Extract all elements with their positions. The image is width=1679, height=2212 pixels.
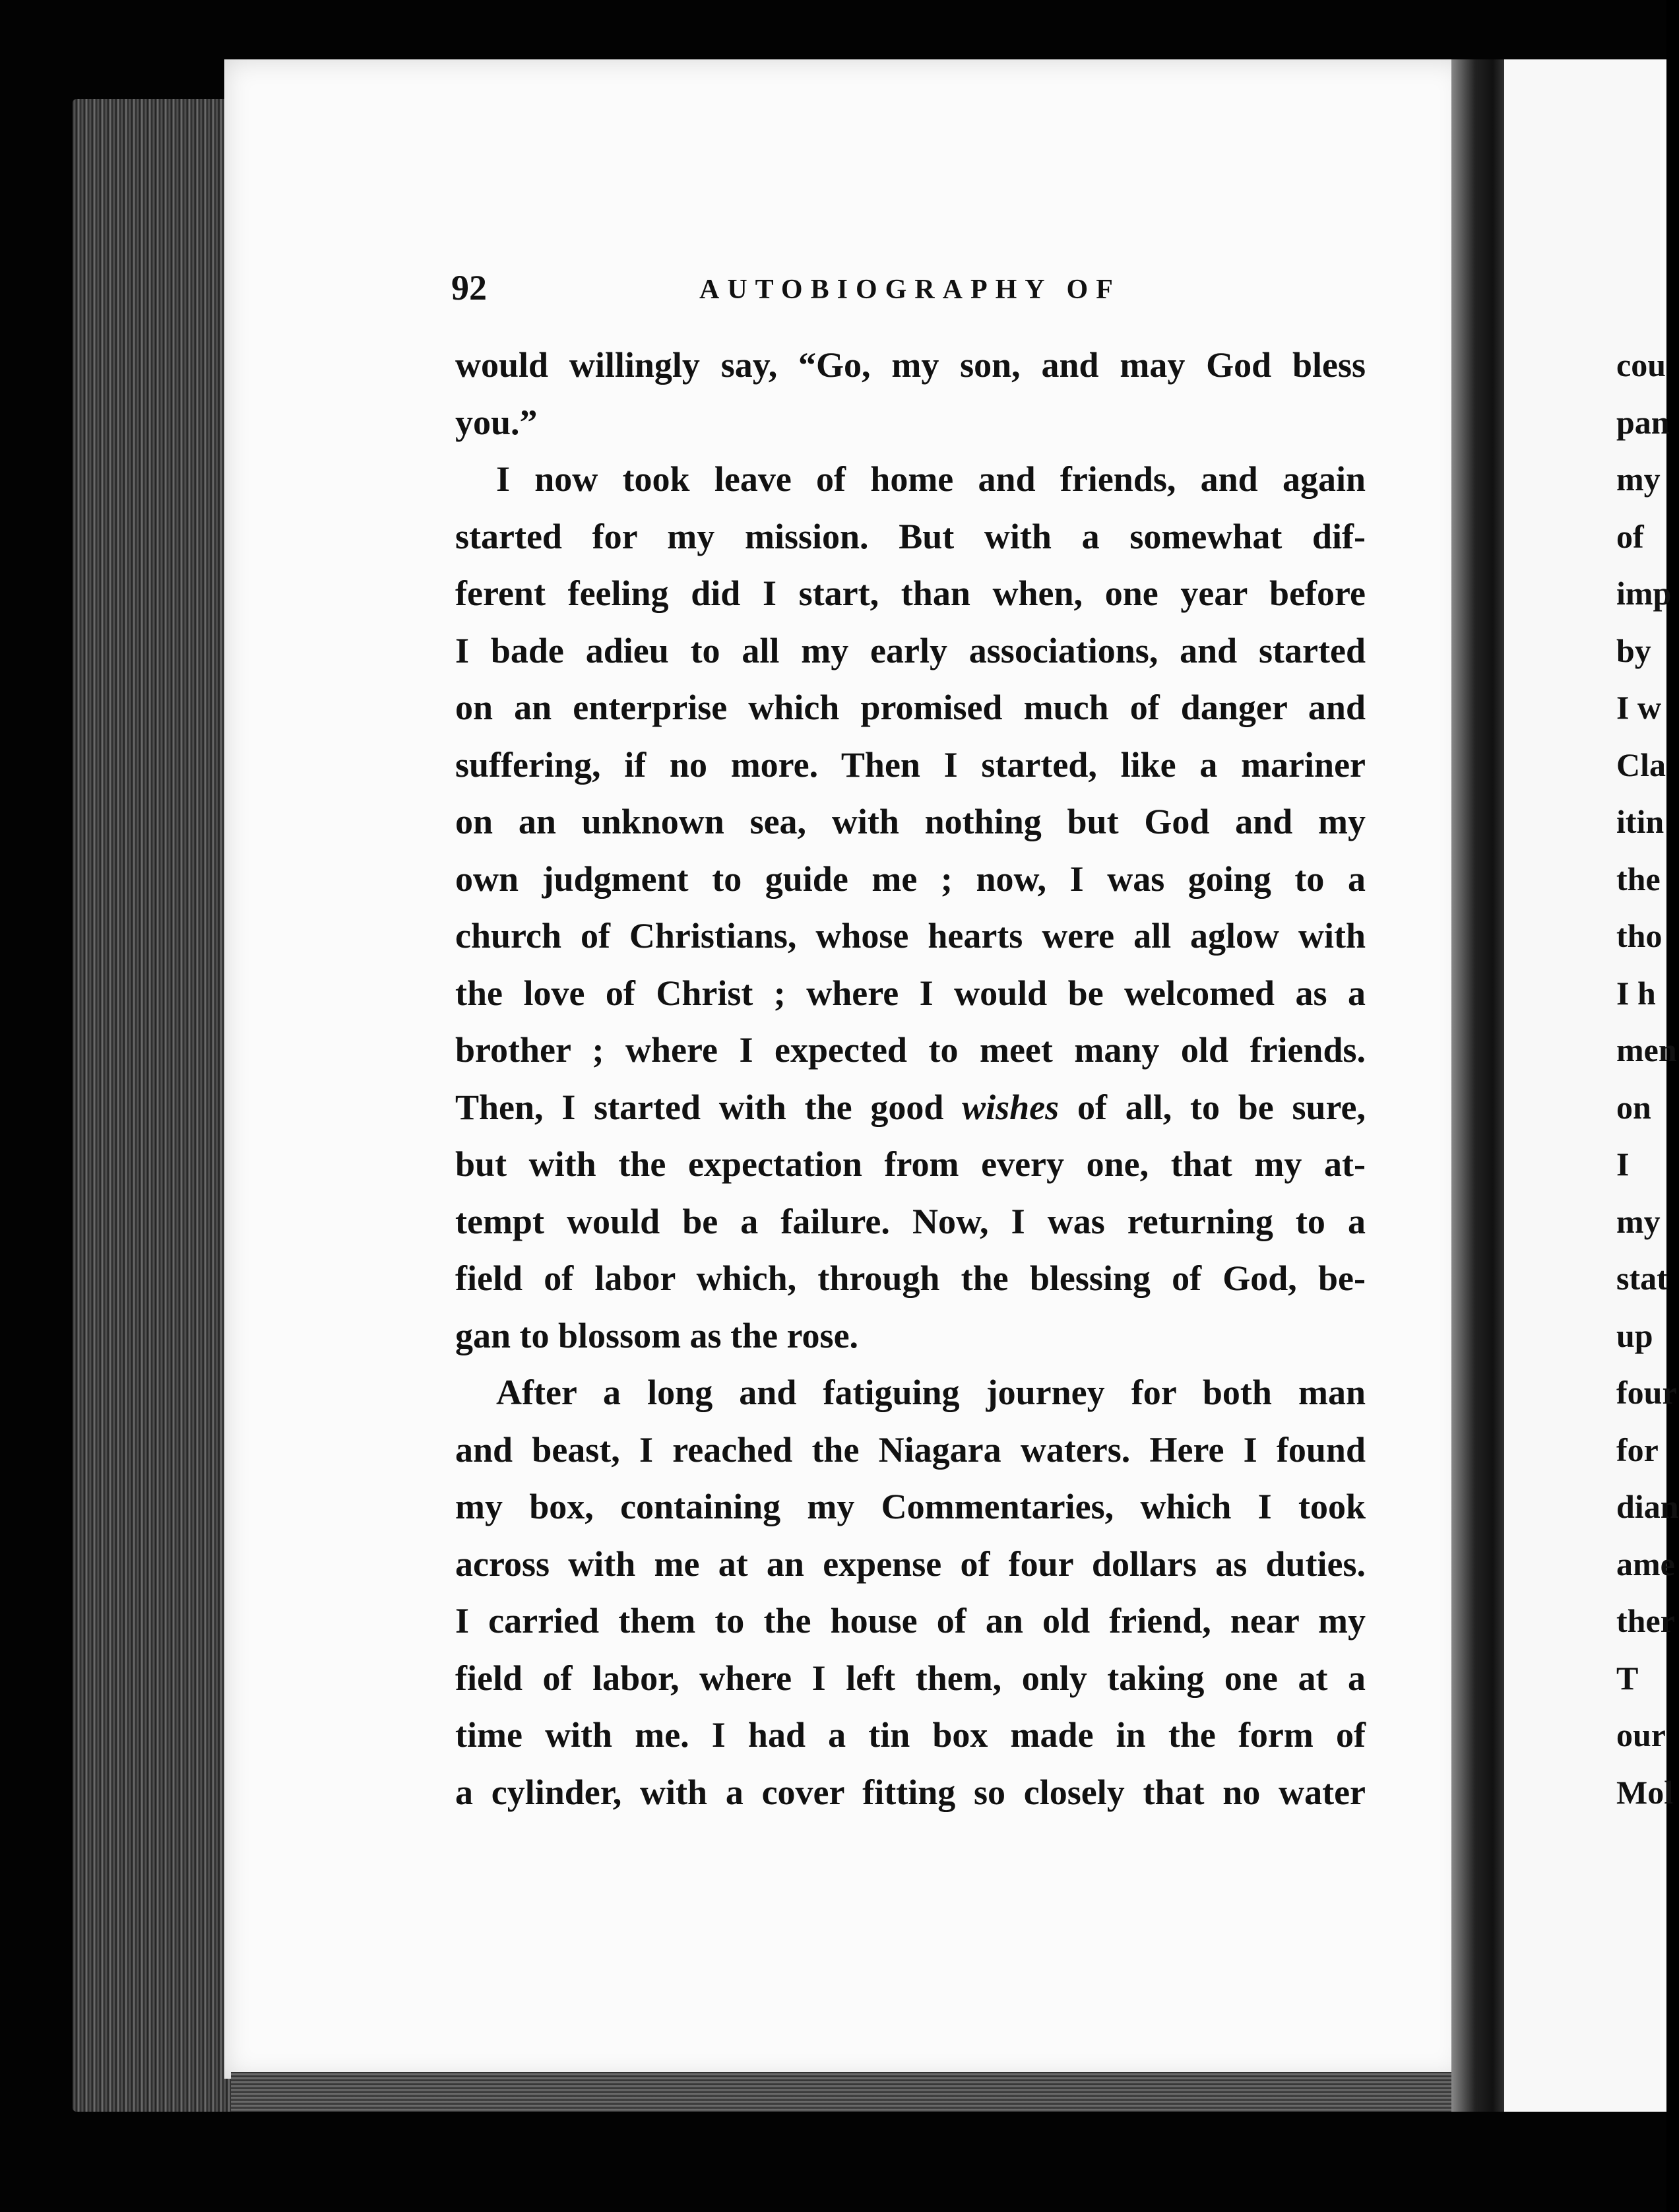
- book-gutter: [1451, 59, 1511, 2112]
- text-line: suffering, if no more. Then I started, like a mariner: [455, 744, 1366, 785]
- text-line: tempt would be a failure. Now, I was returning to a: [455, 1201, 1366, 1241]
- facing-text-fragment: cou: [1616, 346, 1666, 383]
- facing-text-fragment: Cla: [1616, 746, 1666, 783]
- text-line: a cylinder, with a cover fitting so closely that no water: [455, 1772, 1366, 1812]
- text-line: on an unknown sea, with nothing but God and my: [455, 802, 1366, 841]
- facing-text-fragment: I h: [1616, 974, 1656, 1012]
- text-line: my box, containing my Commentaries, which I took: [455, 1487, 1366, 1526]
- facing-text-fragment: pan: [1616, 403, 1670, 441]
- text-segment: Then, I started with the good: [455, 1087, 963, 1127]
- facing-text-fragment: my: [1616, 1202, 1661, 1240]
- text-line: gan to blossom as the rose.: [455, 1315, 859, 1355]
- text-line: After a long and fatiguing journey for both man: [496, 1373, 1366, 1412]
- facing-text-fragment: T: [1616, 1659, 1639, 1697]
- facing-text-fragment: by: [1616, 632, 1651, 669]
- text-line: [455, 1079, 1366, 1136]
- text-line: field of labor which, through the blessing of God, be-: [455, 1258, 1366, 1298]
- facing-text-fragment: I: [1616, 1146, 1630, 1183]
- facing-text-fragment: of: [1616, 517, 1644, 555]
- text-line: on an enterprise which promised much of danger and: [455, 688, 1366, 727]
- text-line: brother ; where I expected to meet many old friends.: [455, 1030, 1366, 1070]
- facing-text-fragment: Mol: [1616, 1773, 1674, 1811]
- text-line: I now took leave of home and friends, and again: [496, 459, 1366, 499]
- facing-text-fragment: ame: [1616, 1545, 1675, 1582]
- text-line: would willingly say, “Go, my son, and may God bless: [455, 345, 1366, 385]
- page-number: 92: [451, 268, 487, 308]
- page-edges-bottom: [231, 2072, 1451, 2112]
- italic-word: wishes: [962, 1087, 1060, 1127]
- facing-text-fragment: up: [1616, 1317, 1653, 1354]
- facing-text-fragment: men: [1616, 1031, 1677, 1068]
- text-line: ferent feeling did I start, than when, one year before: [455, 573, 1366, 613]
- facing-text-fragment: for: [1616, 1431, 1659, 1468]
- facing-text-fragment: on: [1616, 1088, 1651, 1126]
- text-line: and beast, I reached the Niagara waters. Here I found: [455, 1429, 1366, 1470]
- page-header: [451, 267, 1375, 320]
- facing-text-fragment: imp: [1616, 575, 1672, 612]
- text-line: time with me. I had a tin box made in the form of: [455, 1715, 1366, 1755]
- running-head: AUTOBIOGRAPHY OF: [699, 275, 1121, 305]
- facing-text-fragment: our: [1616, 1716, 1666, 1753]
- page-body-text: [455, 337, 1366, 1821]
- text-line: own judgment to guide me ; now, I was going to a: [455, 859, 1366, 899]
- facing-text-fragment: I w: [1616, 689, 1662, 726]
- text-segment: of all, to be sure,: [1059, 1087, 1366, 1127]
- facing-text-fragment: ther: [1616, 1602, 1675, 1639]
- text-line: the love of Christ ; where I would be welcomed as a: [455, 973, 1366, 1013]
- text-line: started for my mission. But with a somewhat dif-: [455, 516, 1366, 556]
- facing-page-text: [1616, 337, 1679, 1821]
- text-line: church of Christians, whose hearts were all aglow with: [455, 916, 1366, 956]
- text-line: I bade adieu to all my early associations, and started: [455, 630, 1366, 670]
- text-line: across with me at an expense of four dollars as duties.: [455, 1544, 1366, 1584]
- facing-text-fragment: itin: [1616, 803, 1664, 840]
- text-line: I carried them to the house of an old friend, near my: [455, 1601, 1366, 1641]
- facing-text-fragment: my: [1616, 461, 1661, 498]
- facing-text-fragment: stat: [1616, 1260, 1668, 1297]
- page-edges-left: [73, 99, 231, 2112]
- facing-text-fragment: four: [1616, 1374, 1677, 1411]
- facing-text-fragment: tho: [1616, 917, 1663, 954]
- text-line: field of labor, where I left them, only taking one at a: [455, 1658, 1366, 1698]
- facing-text-fragment: the: [1616, 860, 1661, 897]
- facing-text-fragment: dian: [1616, 1488, 1679, 1525]
- text-line: you.”: [455, 402, 538, 442]
- text-line: but with the expectation from every one, that my at-: [455, 1144, 1366, 1184]
